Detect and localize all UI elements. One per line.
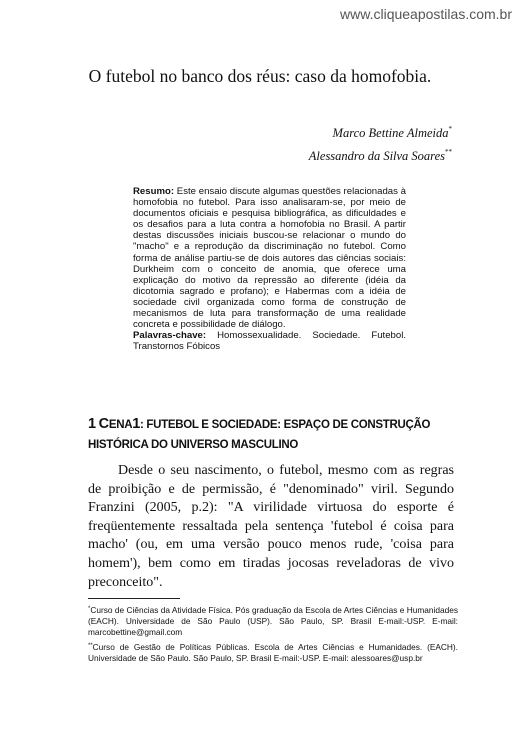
abstract xyxy=(133,186,406,352)
paper-title: O futebol no banco dos réus: caso da homofobia. xyxy=(88,66,432,86)
footnote-mark: ** xyxy=(445,148,452,156)
footnote-text: Curso de Gestão de Políticas Públicas. Escola de Artes Ciências e Humanidades. (EACH). Universidade de São Paulo. São Paulo, SP. Brasil E-mail:-USP. E-mail: alessoares@usp.br xyxy=(88,642,458,663)
footnote-divider xyxy=(88,598,180,599)
footnote-2 xyxy=(88,641,458,664)
abstract-label: Resumo: xyxy=(133,186,175,197)
footnote-mark: ** xyxy=(88,643,93,649)
author-list xyxy=(309,120,452,166)
section-heading xyxy=(88,414,458,455)
keywords-text: Homossexualidade. Sociedade. Futebol. Transtornos Fóbicos xyxy=(133,330,406,353)
footnotes xyxy=(88,604,458,667)
section-part2: : ESPAÇO DE CONSTRUÇÃO HISTÓRICA DO UNIVERSO MASCULINO xyxy=(88,419,431,451)
abstract-text: Este ensaio discute algumas questões relacionadas à homofobia no futebol. Para isso analisaram-se, por meio de documentos oficiais e pesquisa bibliográfica, as dificuldades e os desafios para a luta contra a homofobia no Brasil. A partir destas discussões iniciais buscou-se relacionar o mundo do "macho" e a reprodução da discriminação no futebol. Como forma de análise partiu-se de dois autores das ciências sociais: Durkheim com o conceito de anomia, que oferece uma explicação do motivo da repressão ao diferente (idéia da dicotomia sagrado e profano); e Habermas com a idéia de sociedade civil organizada como forma de construção de mecanismos de luta para transformação de uma realidade concreta e possibilidade de diálogo. xyxy=(133,186,407,331)
abstract-body xyxy=(133,186,406,330)
author-name: Marco Bettine Almeida xyxy=(332,126,449,140)
section-one: 1 xyxy=(132,416,140,432)
author-1 xyxy=(309,120,452,143)
footnote-1 xyxy=(88,604,458,638)
author-2 xyxy=(309,143,452,166)
watermark: www.cliqueapostilas.com.br xyxy=(340,6,512,22)
footnote-mark: * xyxy=(88,606,91,612)
section-c: C xyxy=(98,416,109,432)
body-paragraph: Desde o seu nascimento, o futebol, mesmo com as regras de proibição e de permissão, é "denominado" viril. Segundo Franzini (2005, p.2): "A virilidade virtuosa do esporte é freqüentemente ressaltada pela sentença 'futebol é coisa para macho' (ou, em uma versão pouco menos rude, 'coisa para homem'), bem como em tiradas jocosas reveladoras de vivo preconceito". xyxy=(88,463,454,590)
footnote-mark: * xyxy=(448,125,452,133)
section-part1: : FUTEBOL E SOCIEDADE xyxy=(140,419,278,431)
keywords-label: Palavras-chave: xyxy=(133,330,207,342)
author-name: Alessandro da Silva Soares xyxy=(308,149,445,163)
section-ena: ENA xyxy=(108,419,133,431)
body-text xyxy=(88,462,454,592)
section-number: 1 xyxy=(88,416,96,432)
keywords xyxy=(133,330,406,352)
footnote-text: Curso de Ciências da Atividade Física. Pós graduação da Escola de Artes Ciências e Humanidades (EACH). Universidade de São Paulo (USP). São Paulo, SP. Brasil E-mail:-USP. E-mail: marcobettine@gmail.com xyxy=(88,605,458,637)
